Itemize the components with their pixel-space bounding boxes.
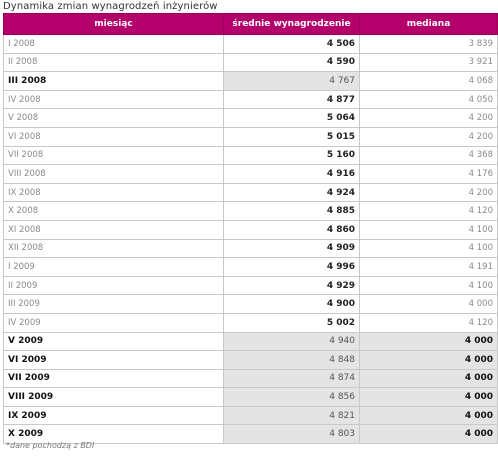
table-row xyxy=(4,295,498,314)
table-row xyxy=(4,109,498,128)
table-row xyxy=(4,90,498,109)
median-cell: 4 176 xyxy=(360,165,498,184)
month-cell: III 2009 xyxy=(4,295,224,314)
header-row xyxy=(4,14,498,35)
average-cell: 5 160 xyxy=(224,146,360,165)
median-cell: 4 200 xyxy=(360,183,498,202)
month-cell: IV 2009 xyxy=(4,313,224,332)
table-row xyxy=(4,351,498,370)
table-row xyxy=(4,406,498,425)
median-cell: 4 368 xyxy=(360,146,498,165)
header-month: miesiąc xyxy=(4,14,224,35)
average-cell: 4 767 xyxy=(224,72,360,91)
median-cell: 3 921 xyxy=(360,53,498,72)
month-cell: VIII 2008 xyxy=(4,165,224,184)
month-cell: IX 2009 xyxy=(4,406,224,425)
average-cell: 4 803 xyxy=(224,425,360,444)
median-cell: 4 000 xyxy=(360,295,498,314)
median-cell: 4 000 xyxy=(360,425,498,444)
average-cell: 4 506 xyxy=(224,35,360,54)
average-cell: 4 848 xyxy=(224,351,360,370)
table-row xyxy=(4,183,498,202)
table-row xyxy=(4,313,498,332)
median-cell: 4 000 xyxy=(360,388,498,407)
average-cell: 5 002 xyxy=(224,313,360,332)
month-cell: XII 2008 xyxy=(4,239,224,258)
average-cell: 4 909 xyxy=(224,239,360,258)
table-row xyxy=(4,276,498,295)
table-row xyxy=(4,258,498,277)
month-cell: XI 2008 xyxy=(4,220,224,239)
table-row xyxy=(4,369,498,388)
average-cell: 4 929 xyxy=(224,276,360,295)
month-cell: I 2009 xyxy=(4,258,224,277)
median-cell: 4 191 xyxy=(360,258,498,277)
month-cell: II 2008 xyxy=(4,53,224,72)
median-cell: 4 200 xyxy=(360,109,498,128)
month-cell: V 2008 xyxy=(4,109,224,128)
median-cell: 4 100 xyxy=(360,276,498,295)
table-row xyxy=(4,165,498,184)
median-cell: 4 200 xyxy=(360,127,498,146)
average-cell: 4 856 xyxy=(224,388,360,407)
table-row xyxy=(4,53,498,72)
table-row xyxy=(4,220,498,239)
header-median: mediana xyxy=(360,14,498,35)
median-cell: 4 000 xyxy=(360,332,498,351)
average-cell: 4 996 xyxy=(224,258,360,277)
table-title: Dynamika zmian wynagrodzeń inżynierów xyxy=(3,1,218,12)
month-cell: VII 2009 xyxy=(4,369,224,388)
average-cell: 5 015 xyxy=(224,127,360,146)
source-footnote: *dane pochodzą z BDI xyxy=(6,441,95,450)
median-cell: 4 068 xyxy=(360,72,498,91)
median-cell: 4 100 xyxy=(360,220,498,239)
average-cell: 5 064 xyxy=(224,109,360,128)
median-cell: 4 000 xyxy=(360,406,498,425)
month-cell: X 2009 xyxy=(4,425,224,444)
header-average: średnie wynagrodzenie xyxy=(224,14,360,35)
table-row xyxy=(4,72,498,91)
median-cell: 4 120 xyxy=(360,313,498,332)
median-cell: 4 100 xyxy=(360,239,498,258)
average-cell: 4 885 xyxy=(224,202,360,221)
median-cell: 4 120 xyxy=(360,202,498,221)
month-cell: VIII 2009 xyxy=(4,388,224,407)
month-cell: IV 2008 xyxy=(4,90,224,109)
table-row xyxy=(4,146,498,165)
table-row xyxy=(4,332,498,351)
average-cell: 4 590 xyxy=(224,53,360,72)
month-cell: I 2008 xyxy=(4,35,224,54)
month-cell: VI 2009 xyxy=(4,351,224,370)
month-cell: III 2008 xyxy=(4,72,224,91)
median-cell: 4 050 xyxy=(360,90,498,109)
table-row xyxy=(4,127,498,146)
average-cell: 4 940 xyxy=(224,332,360,351)
median-cell: 3 839 xyxy=(360,35,498,54)
month-cell: VII 2008 xyxy=(4,146,224,165)
median-cell: 4 000 xyxy=(360,369,498,388)
month-cell: VI 2008 xyxy=(4,127,224,146)
average-cell: 4 860 xyxy=(224,220,360,239)
average-cell: 4 877 xyxy=(224,90,360,109)
average-cell: 4 900 xyxy=(224,295,360,314)
average-cell: 4 916 xyxy=(224,165,360,184)
average-cell: 4 874 xyxy=(224,369,360,388)
month-cell: II 2009 xyxy=(4,276,224,295)
month-cell: IX 2008 xyxy=(4,183,224,202)
median-cell: 4 000 xyxy=(360,351,498,370)
table-row xyxy=(4,239,498,258)
table-row xyxy=(4,202,498,221)
month-cell: X 2008 xyxy=(4,202,224,221)
salary-table xyxy=(3,13,498,444)
average-cell: 4 924 xyxy=(224,183,360,202)
table-row xyxy=(4,35,498,54)
table-row xyxy=(4,388,498,407)
average-cell: 4 821 xyxy=(224,406,360,425)
month-cell: V 2009 xyxy=(4,332,224,351)
